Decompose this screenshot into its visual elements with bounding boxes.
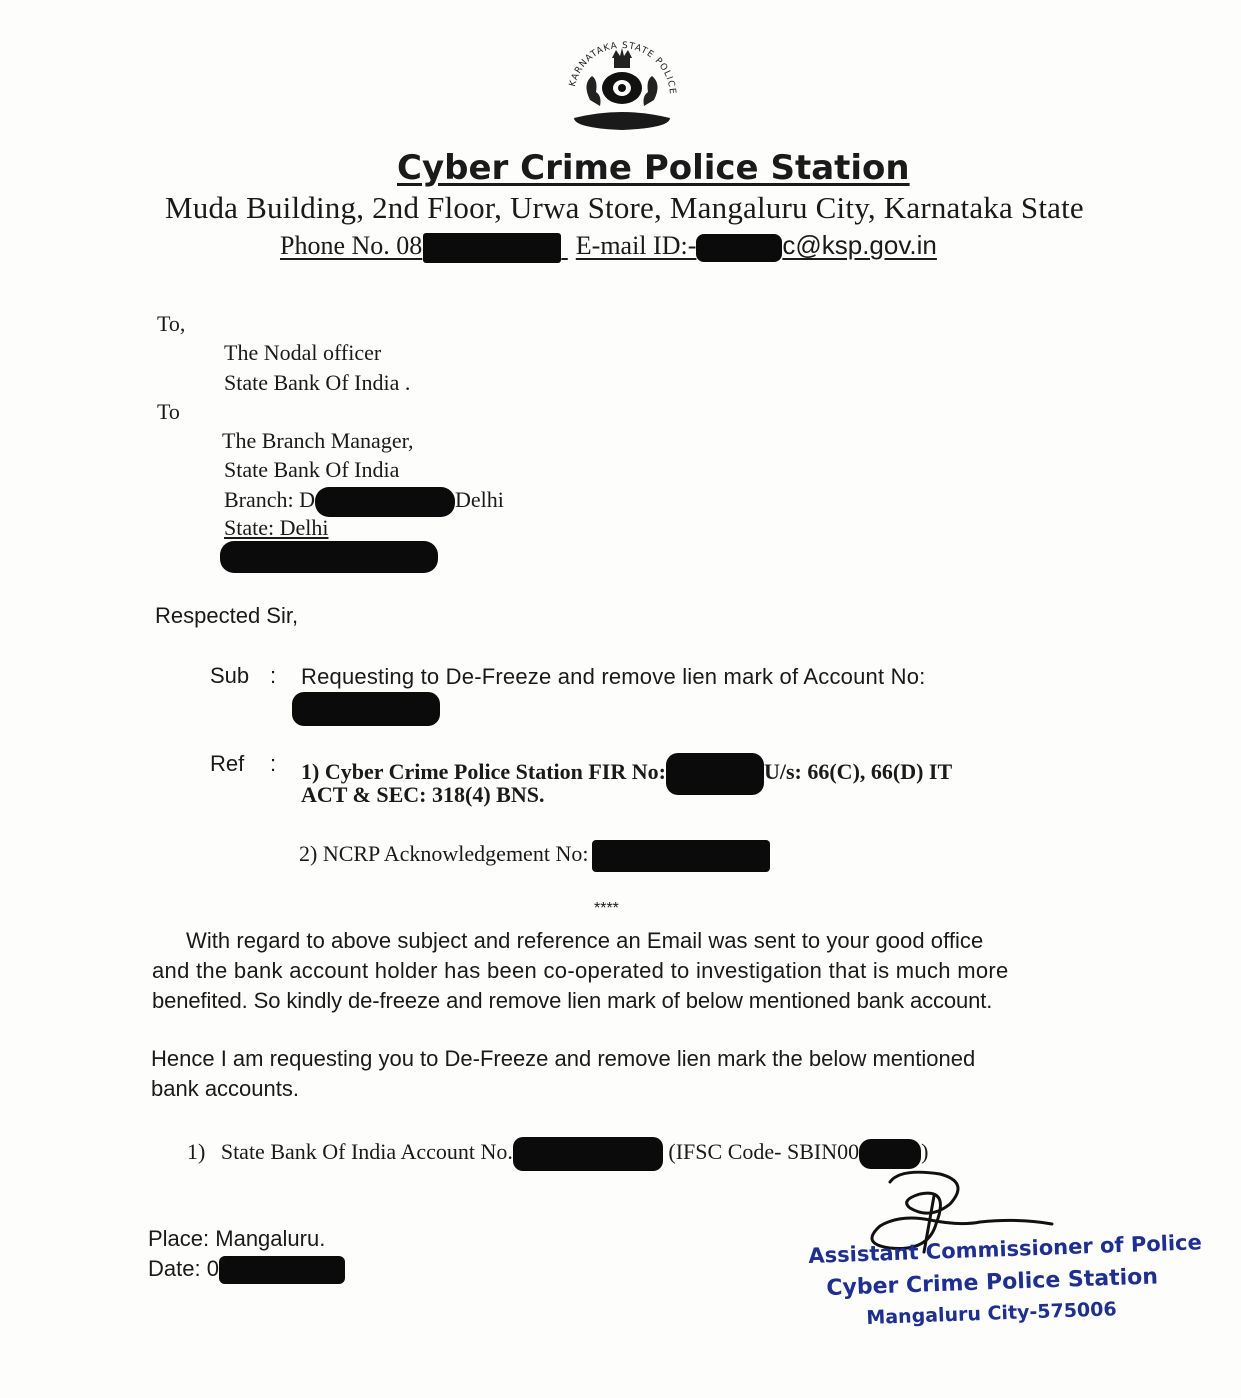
emblem-arc-text: KARNATAKA STATE POLICE — [567, 40, 678, 96]
reference-label: Ref — [210, 751, 245, 776]
to-label-1: To, — [157, 311, 186, 336]
subject-colon: : — [270, 663, 277, 688]
station-title: Cyber Crime Police Station — [397, 148, 910, 188]
contact-line — [280, 230, 937, 263]
ifsc-close: ) — [921, 1139, 929, 1165]
reference-item-1-line2: ACT & SEC: 318(4) BNS. — [301, 782, 545, 807]
subject-label: Sub — [210, 663, 250, 688]
stamp-line-3: Mangaluru City-575006 — [866, 1298, 1117, 1329]
station-address: Muda Building, 2nd Floor, Urwa Store, Mangaluru City, Karnataka State — [165, 190, 1084, 225]
emblem-icon — [552, 36, 692, 136]
redacted-account-subject — [292, 692, 440, 726]
fir-suffix: U/s: 66(C), 66(D) IT — [763, 759, 953, 785]
salutation: Respected Sir, — [155, 603, 299, 628]
body-para1-line1: With regard to above subject and reference an Email was sent to your good office — [186, 928, 984, 953]
redacted-account-number — [513, 1137, 663, 1171]
body-para1-line2: and the bank account holder has been co-operated to investigation that is much more — [152, 958, 1009, 983]
date-line — [148, 1256, 345, 1284]
redacted-phone — [423, 233, 561, 263]
redacted-email-user — [696, 234, 782, 262]
police-emblem — [552, 36, 692, 136]
email-suffix: c@ksp.gov.in — [782, 230, 937, 260]
fir-prefix: 1) Cyber Crime Police Station FIR No: — [301, 759, 666, 785]
reference-item-2 — [299, 840, 770, 872]
phone-label: Phone No. 08 — [280, 231, 423, 260]
separator-stars: **** — [594, 900, 619, 917]
place-line: Place: Mangaluru. — [148, 1226, 326, 1251]
redacted-branch — [315, 487, 455, 517]
redacted-address-line — [220, 541, 438, 573]
to-label-2: To — [157, 399, 180, 424]
account-item-text: State Bank Of India Account No. — [220, 1139, 513, 1165]
redacted-fir-number — [666, 753, 764, 795]
stamp-line-1: Assistant Commissioner of Police — [808, 1230, 1203, 1268]
ifsc-prefix: (IFSC Code- SBIN00 — [668, 1139, 860, 1165]
date-label: Date: 0 — [148, 1256, 219, 1281]
nodal-bank-line: State Bank Of India . — [224, 370, 411, 395]
branch-line — [224, 487, 504, 517]
nodal-officer-line: The Nodal officer — [224, 340, 382, 365]
branch-label: Branch: D — [224, 487, 316, 513]
account-item-number: 1) — [187, 1139, 206, 1165]
branch-manager-line: The Branch Manager, — [222, 428, 414, 453]
subject-text: Requesting to De-Freeze and remove lien mark of Account No: — [301, 664, 926, 689]
branch-bank-line: State Bank Of India — [224, 457, 400, 482]
body-para1-line3: benefited. So kindly de-freeze and remove lien mark of below mentioned bank account. — [152, 988, 993, 1013]
state-line: State: Delhi — [224, 515, 329, 540]
body-para2-line1: Hence I am requesting you to De-Freeze and remove lien mark the below mentioned — [151, 1046, 976, 1071]
ncrp-label: 2) NCRP Acknowledgement No: — [299, 841, 589, 867]
redacted-ncrp-number — [592, 840, 770, 872]
email-label: E-mail ID:- — [575, 231, 697, 260]
stamp-line-2: Cyber Crime Police Station — [826, 1264, 1159, 1301]
redacted-date — [219, 1256, 345, 1284]
branch-city: Delhi — [455, 487, 504, 513]
reference-colon: : — [270, 751, 277, 776]
account-list-item — [187, 1137, 928, 1171]
body-para2-line2: bank accounts. — [151, 1076, 299, 1101]
